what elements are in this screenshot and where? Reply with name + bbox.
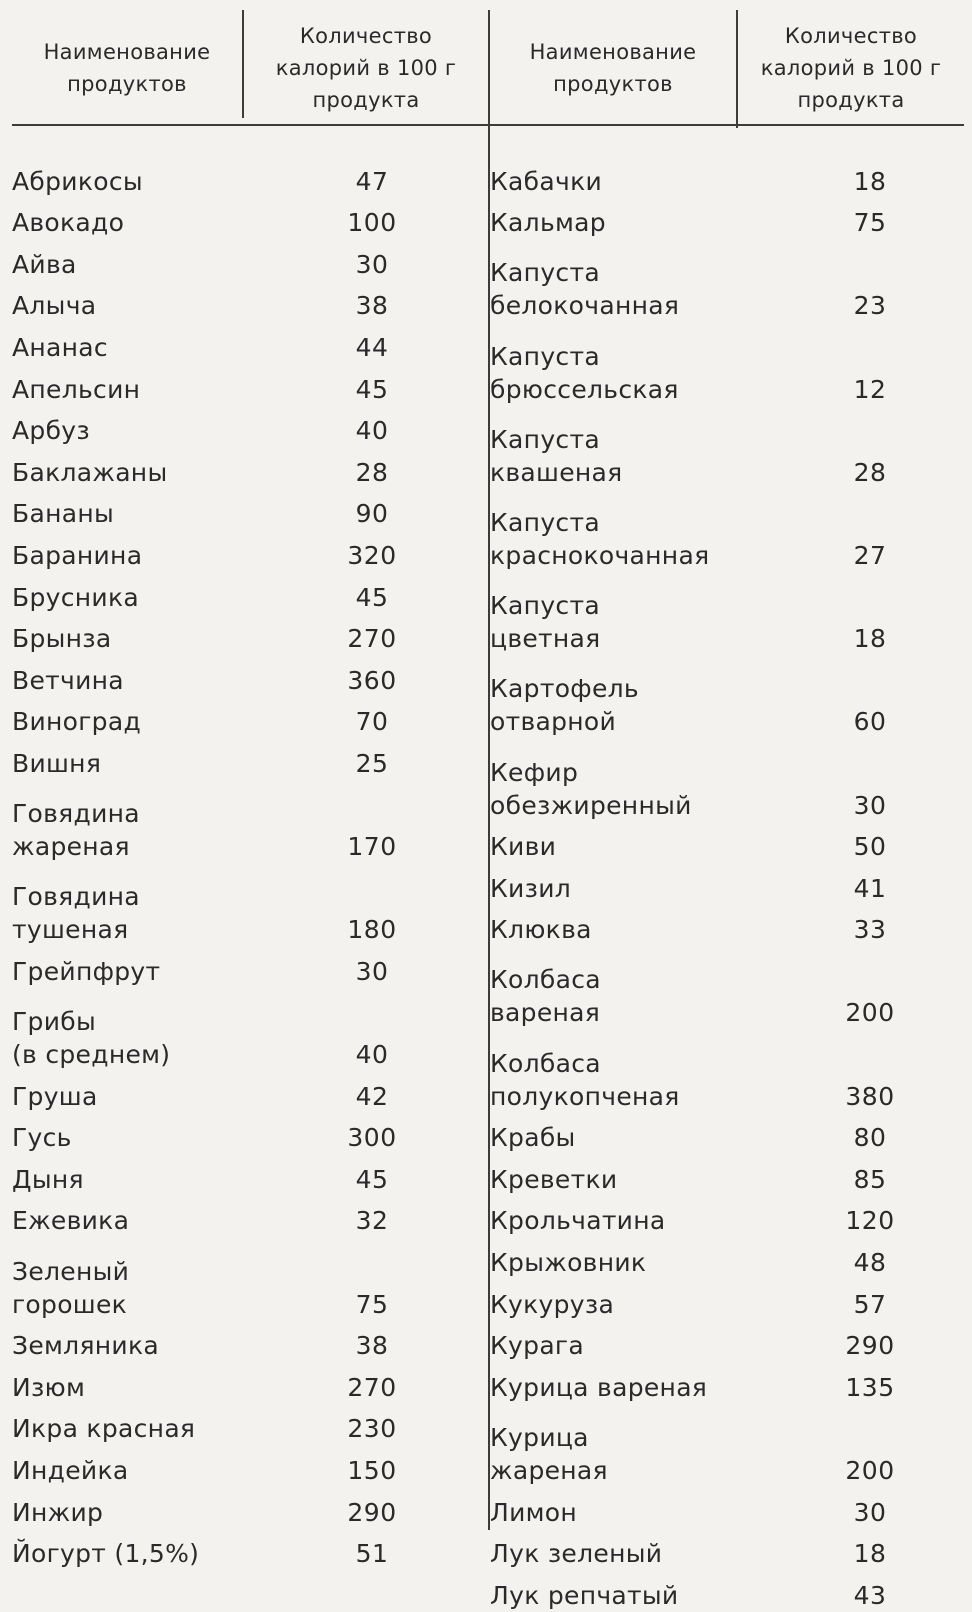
product-name: Крыжовник [490, 1248, 647, 1278]
table-row [12, 198, 432, 240]
product-name: Абрикосы [12, 166, 143, 196]
calorie-value: 300 [347, 1123, 397, 1153]
product-name: Брынза [12, 624, 112, 654]
calorie-value: 80 [853, 1123, 887, 1153]
product-name: Кабачки [490, 166, 603, 196]
calorie-value: 170 [347, 832, 397, 862]
calorie-value: 28 [355, 457, 389, 487]
calorie-value: 45 [355, 582, 389, 612]
table-row [12, 1154, 432, 1196]
table-row [490, 1237, 930, 1279]
table-row [490, 655, 930, 738]
product-name: Лук репчатый [490, 1580, 679, 1610]
product-name: Говядина жареная [12, 799, 140, 862]
table-row [490, 572, 930, 655]
table-row [12, 239, 432, 281]
calorie-value: 45 [355, 374, 389, 404]
product-name: Инжир [12, 1497, 104, 1527]
product-name: Курага [490, 1331, 584, 1361]
table-row [490, 1404, 930, 1487]
table-row [490, 1113, 930, 1155]
calorie-value: 270 [347, 1372, 397, 1402]
product-name: Грейпфрут [12, 956, 161, 986]
product-name: Капуста брюссельская [490, 341, 679, 404]
calorie-value: 75 [853, 208, 887, 238]
table-row [12, 863, 432, 946]
product-name: Авокадо [12, 208, 125, 238]
product-name: Кукуруза [490, 1289, 615, 1319]
left-header-calories: Количество калорий в 100 г продукта [275, 24, 457, 112]
calorie-value: 40 [355, 1040, 389, 1070]
product-name: Изюм [12, 1372, 86, 1402]
calorie-value: 380 [845, 1081, 895, 1111]
left-header-underline [12, 124, 488, 126]
table-row [12, 156, 432, 198]
right-header-calories: Количество калорий в 100 г продукта [760, 24, 942, 112]
table-row [490, 489, 930, 572]
table-row [12, 780, 432, 863]
calorie-value: 38 [355, 291, 389, 321]
calorie-value: 12 [853, 374, 887, 404]
product-name: Курица жареная [490, 1423, 608, 1485]
table-row [490, 406, 930, 489]
table-row [12, 614, 432, 656]
calorie-value: 200 [845, 1456, 895, 1485]
product-name: Кальмар [490, 208, 606, 238]
product-name: Апельсин [12, 374, 141, 404]
product-name: Груша [12, 1081, 98, 1111]
product-name: Кефир обезжиренный [490, 757, 692, 820]
calorie-value: 18 [853, 624, 887, 654]
table-row [12, 1529, 432, 1571]
product-name: Капуста квашеная [490, 424, 623, 487]
calorie-value: 51 [355, 1539, 389, 1569]
product-name: Гусь [12, 1123, 72, 1153]
table-row [12, 738, 432, 780]
table-row [490, 1154, 930, 1196]
product-name: Курица вареная [490, 1372, 708, 1402]
table-row [12, 572, 432, 614]
calorie-value: 38 [355, 1331, 389, 1361]
table-row [490, 946, 930, 1029]
calorie-value: 270 [347, 624, 397, 654]
calorie-value: 27 [853, 540, 887, 570]
product-name: Индейка [12, 1456, 129, 1485]
product-name: Ветчина [12, 665, 124, 695]
product-name: Капуста краснокочанная [490, 507, 710, 570]
calorie-value: 85 [853, 1164, 887, 1194]
calorie-value: 18 [853, 1539, 887, 1569]
calorie-value: 290 [347, 1497, 397, 1527]
product-name: Земляника [12, 1331, 159, 1361]
calorie-value: 360 [347, 665, 397, 695]
product-name: Алыча [12, 291, 97, 321]
product-name: Вишня [12, 748, 102, 778]
right-rows [490, 156, 930, 1612]
product-name: Виноград [12, 707, 142, 737]
calorie-value: 44 [355, 332, 389, 362]
calorie-value: 42 [355, 1081, 389, 1111]
calorie-value: 57 [853, 1289, 887, 1319]
table-row [490, 198, 930, 240]
table-row [490, 1321, 930, 1363]
product-name: Колбаса полукопченая [490, 1048, 680, 1111]
table-row [12, 1321, 432, 1363]
table-row [12, 1071, 432, 1113]
calorie-value: 33 [853, 915, 887, 945]
table-row [12, 1404, 432, 1446]
product-name: Йогурт (1,5%) [12, 1539, 200, 1569]
table-row [490, 863, 930, 905]
product-name: Дыня [12, 1164, 84, 1194]
product-name: Ежевика [12, 1206, 130, 1236]
calorie-value: 200 [845, 998, 895, 1028]
calorie-value: 48 [853, 1248, 887, 1278]
table-row [490, 1570, 930, 1612]
table-row [490, 1362, 930, 1404]
calorie-value: 50 [853, 832, 887, 862]
product-name: Колбаса вареная [490, 965, 601, 1028]
table-row [12, 1445, 432, 1487]
calorie-value: 290 [845, 1331, 895, 1361]
table-row [12, 655, 432, 697]
table-row [490, 1487, 930, 1529]
product-name: Зеленый горошек [12, 1256, 130, 1319]
left-header-name: Наименование продуктов [43, 40, 211, 96]
calorie-value: 43 [853, 1580, 887, 1610]
calorie-value: 30 [853, 790, 887, 820]
calorie-value: 41 [853, 873, 887, 903]
table-row [12, 281, 432, 323]
calorie-value: 28 [853, 457, 887, 487]
product-name: Говядина тушеная [12, 882, 140, 945]
table-row [12, 1487, 432, 1529]
right-table [490, 10, 964, 1610]
product-name: Баранина [12, 540, 143, 570]
table-row [12, 946, 432, 988]
product-name: Креветки [490, 1164, 618, 1194]
calorie-value: 75 [355, 1289, 389, 1319]
table-row [490, 738, 930, 821]
product-name: Лимон [490, 1497, 578, 1527]
calorie-value: 90 [355, 499, 389, 529]
product-name: Баклажаны [12, 457, 168, 487]
calorie-value: 30 [355, 956, 389, 986]
calorie-value: 45 [355, 1164, 389, 1194]
left-table [12, 10, 488, 1569]
table-row [12, 1237, 432, 1320]
product-name: Кизил [490, 873, 572, 903]
product-name: Айва [12, 249, 77, 279]
table-row [12, 406, 432, 448]
table-row [12, 322, 432, 364]
calorie-value: 320 [347, 540, 397, 570]
product-name: Капуста белокочанная [490, 258, 680, 321]
table-row [12, 364, 432, 406]
product-name: Киви [490, 832, 557, 862]
product-name: Брусника [12, 582, 139, 612]
table-row [12, 489, 432, 531]
calorie-value: 25 [355, 748, 389, 778]
calorie-value: 150 [347, 1456, 397, 1485]
calorie-value: 23 [853, 291, 887, 321]
product-name: Икра красная [12, 1414, 196, 1444]
table-row [490, 322, 930, 405]
product-name: Картофель отварной [490, 674, 639, 737]
calorie-value: 100 [347, 208, 397, 238]
product-name: Крольчатина [490, 1206, 666, 1236]
table-row [12, 697, 432, 739]
calorie-value: 60 [853, 707, 887, 737]
calorie-value: 47 [355, 166, 389, 196]
calorie-value: 120 [845, 1206, 895, 1236]
product-name: Ананас [12, 332, 108, 362]
table-row [490, 1029, 930, 1112]
left-header-divider [242, 10, 244, 118]
right-header-divider [736, 10, 738, 128]
table-row [12, 447, 432, 489]
calorie-value: 30 [355, 249, 389, 279]
product-name: Капуста цветная [490, 591, 601, 654]
table-row [12, 530, 432, 572]
table-row [490, 1196, 930, 1238]
product-name: Лук зеленый [490, 1539, 663, 1569]
table-row [490, 239, 930, 322]
product-name: Крабы [490, 1123, 576, 1153]
table-row [12, 1362, 432, 1404]
calorie-value: 40 [355, 416, 389, 446]
table-row [490, 1279, 930, 1321]
table-row [12, 1196, 432, 1238]
table-row [490, 905, 930, 947]
table-row [12, 988, 432, 1071]
product-name: Клюква [490, 915, 592, 945]
product-name: Грибы (в среднем) [12, 1007, 171, 1070]
right-header-name: Наименование продуктов [529, 40, 697, 96]
left-rows [12, 156, 432, 1570]
calorie-value: 135 [845, 1372, 895, 1402]
right-header-underline [490, 124, 964, 126]
calorie-value: 32 [355, 1206, 389, 1236]
calorie-value: 18 [853, 166, 887, 196]
calorie-value: 230 [347, 1414, 397, 1444]
calorie-value: 70 [355, 707, 389, 737]
product-name: Арбуз [12, 416, 90, 446]
calorie-value: 180 [347, 915, 397, 945]
calorie-value: 30 [853, 1497, 887, 1527]
product-name: Бананы [12, 499, 115, 529]
table-row [12, 1113, 432, 1155]
table-row [490, 822, 930, 864]
table-row [490, 1529, 930, 1571]
table-row [490, 156, 930, 198]
